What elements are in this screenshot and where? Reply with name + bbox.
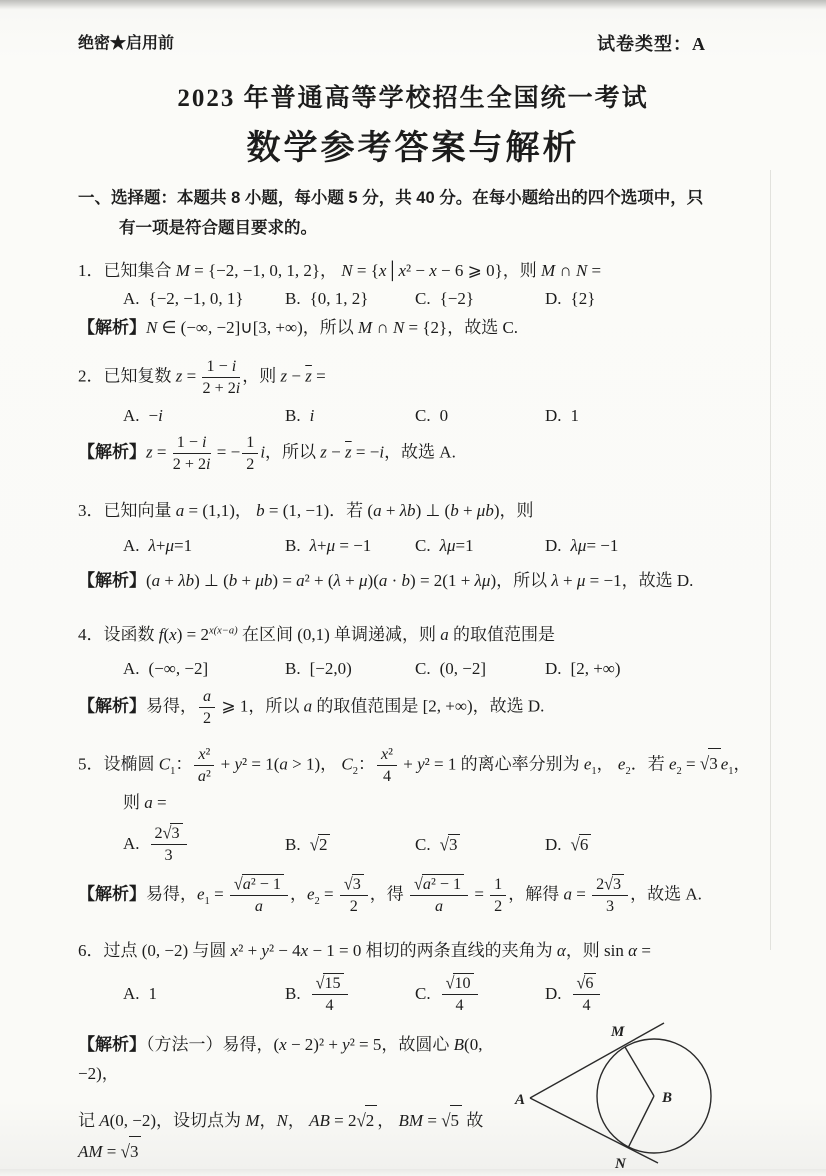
question-1-stem: 1．已知集合 M = {−2, −1, 0, 1, 2}， N = {x│x² − x − 6 ⩾ 0}，则 M ∩ N = (78, 261, 602, 281)
exam-body (0, 184, 826, 1172)
question-6-option-d: D. $\frac{√6}{4}$ (545, 973, 770, 1015)
question-6-option-a: A. 1 (123, 984, 158, 1004)
question-3-option-d: D. λμ= −1 (545, 535, 619, 555)
question-5-option-d: D. √6 (545, 834, 770, 855)
question-4-solution: 【解析】易得， $\frac{a}{2}$ ⩾ 1，所以 a 的取值范围是 [2, +∞)，故选 D. (78, 688, 545, 728)
label-a: A (515, 1091, 526, 1108)
question-5-solution: 【解析】易得，$e_1$ = $\frac{\text{√a² − 1}}{a}$ ，$e_2$ = $\frac{√3}{2}$ ，得 $\frac{\text{√a² − 1}}{a}$ = $\frac{1}{2}$ ，解得 a = $\frac{2√3}{3}$ ，故选 A. (78, 874, 702, 915)
question-6-option-c: C. $\frac{√10}{4}$ (415, 973, 545, 1015)
question-2-solution: 【解析】z = $\frac{1 - i}{2 + 2i}$ = − $\frac{1}{2}$ i，所以 $z - \overline{z} = -i$，故选 A. (78, 434, 456, 474)
section-heading-line1: 一、选择题：本题共 8 小题，每小题 5 分，共 40 分。在每小题给出的四个选项中，只 (78, 189, 704, 207)
question-1-solution: 【解析】N ∈ (−∞, −2]∪[3, +∞)，所以 M ∩ N = {2}，故选 C. (78, 318, 519, 338)
radius-bn (628, 1096, 654, 1148)
question-5-option-b: B. √2 (285, 834, 415, 855)
question-3 (78, 496, 770, 596)
question-6-solution-line1: 【解析】（方法一）易得，(x − 2)² + y² = 5，故圆心 B(0, −2)， (78, 1034, 483, 1084)
question-4-stem: 4．设函数 $f(x) = 2^{x(x-a)}$ 在区间 (0,1) 单调递减，则 a 的取值范围是 (78, 624, 556, 644)
question-4-option-c: C. (0, −2] (415, 659, 487, 679)
question-6 (78, 936, 770, 1172)
exam-title: 2023 年普通高等学校招生全国统一考试 (177, 85, 649, 112)
section-heading-line2: 有一项是符合题目要求的。 (119, 218, 317, 237)
question-4-options (123, 659, 770, 679)
question-3-solution: 【解析】(a + λb) ⊥ (b + μb) = a² + (λ + μ)(a · b) = 2(1 + λμ)，所以 λ + μ = −1，故选 D. (78, 570, 694, 590)
question-3-option-b: B. λ+μ = −1 (285, 535, 372, 555)
label-m: M (611, 1023, 625, 1040)
question-1 (78, 256, 770, 343)
question-2-option-b: B. i (285, 406, 315, 425)
page-header (0, 0, 826, 56)
question-4 (78, 620, 770, 729)
question-1-options (123, 289, 770, 309)
question-2 (78, 357, 770, 474)
question-3-options (123, 536, 770, 556)
label-n: N (615, 1155, 626, 1172)
question-1-option-d: D. {2} (545, 289, 596, 309)
question-5-stem-line2: 则 a = (123, 792, 167, 812)
question-4-option-d: D. [2, +∞) (545, 659, 621, 679)
paper-type-label: 试卷类型：A (597, 34, 706, 54)
question-6-solution-line2: 记 A(0, −2)，设切点为 M，N， AB = 2√2 ， BM = √5 故 AM = √3 (78, 1105, 488, 1167)
tangent-circle-diagram (512, 1008, 792, 1176)
section-heading (78, 184, 770, 243)
question-3-option-c: C. λμ=1 (415, 535, 474, 555)
question-3-option-a: A. λ+μ=1 (123, 535, 193, 555)
label-b: B (662, 1089, 673, 1106)
question-2-options (123, 406, 770, 426)
question-6-stem: 6．过点 (0, −2) 与圆 x² + y² − 4x − 1 = 0 相切的两条直线的夹角为 α，则 sin α = (78, 940, 651, 960)
question-5-stem: 5．设椭圆 $C_1$： $\frac{\text{x²}}{\text{a²}}$ + y² = 1(a > 1)， $C_2$： $\frac{\text{x²}}{4}$ + y² = 1 的离心率分别为 $e_1$， $e_2$．若 $e_2 = √3$ $e_1$， (78, 745, 751, 785)
question-2-option-a: A. −i (123, 406, 163, 425)
tangent-line-lower (530, 1098, 658, 1163)
question-5 (78, 745, 770, 916)
question-2-option-c: C. 0 (415, 406, 449, 425)
question-3-stem: 3．已知向量 a = (1,1)， b = (1, −1)．若 (a + λb) ⊥ (b + μb)，则 (78, 501, 534, 521)
question-1-option-b: B. {0, 1, 2} (285, 289, 369, 309)
question-6-option-b: B. $\frac{√15}{4}$ (285, 973, 415, 1015)
question-5-option-a: A. $\frac{2√3}{3}$ (123, 823, 285, 865)
question-2-stem: 2．已知复数 z = $\frac{1 - i}{2 + 2i}$ ，则 $z - \overline{z}$ = (78, 357, 326, 397)
page-title: 数学参考答案与解析 (246, 129, 580, 167)
question-5-option-c: C. √3 (415, 834, 545, 855)
question-4-option-a: A. (−∞, −2] (123, 659, 209, 679)
question-2-option-d: D. 1 (545, 406, 580, 425)
question-1-option-c: C. {−2} (415, 289, 475, 309)
tangent-line-upper (530, 1023, 664, 1098)
scan-artifact-line (770, 170, 771, 950)
radius-bm (625, 1047, 654, 1096)
question-1-option-a: A. {−2, −1, 0, 1} (123, 289, 244, 309)
question-6-solution (78, 1023, 770, 1172)
question-4-option-b: B. [−2,0) (285, 659, 352, 679)
classification-label: 绝密★启用前 (78, 35, 175, 52)
question-5-options (123, 823, 770, 865)
